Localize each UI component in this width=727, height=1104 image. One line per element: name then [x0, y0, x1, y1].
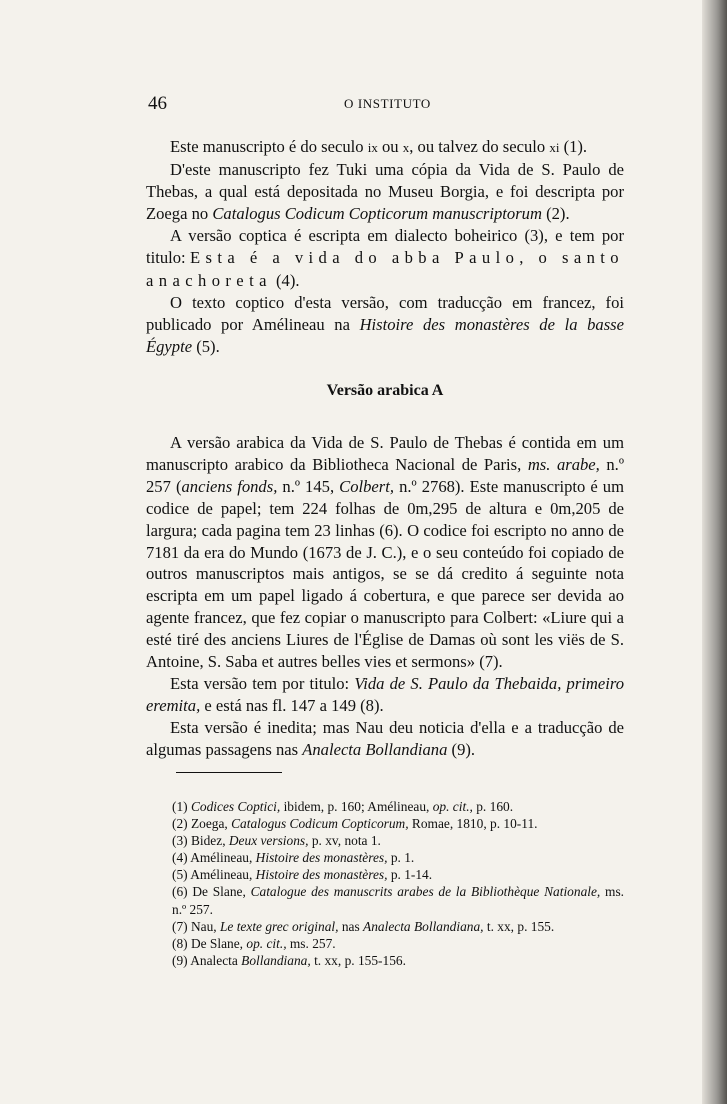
section-heading: Versão arabica A	[326, 382, 444, 399]
paragraph-manuscript: A versão arabica da Vida de S. Paulo de Thebas é contida em um manuscripto arabico da Bibliotheca Nacional de Paris, ms. arabe, n.º 257 (anciens fonds, n.º 145, Colbert, n.º 2768). Este manuscripto é um codice de papel; tem 224 folhas de 0m,295 de altura e 0m,205 de largura; cada pagina tem 23 linhas (6). O codice foi escripto no anno de 7181 da era do Mundo (1673 de J. C.), e o seu conteúdo foi copiado de outros manuscriptos mais antigos, se se dá credito á seguinte nota escripta em um papel ligado á cobertura, e que parece ser devida ao agente francez, que fez copiar o manuscripto para Colbert: «Liure qui a esté tiré des anciens Liures de l'Église de Damas où sont les viës de S. Antoine, S. Saba et autres belles vies et sermons» (7).	[146, 433, 624, 672]
page-number: 46	[148, 93, 167, 114]
paragraph-date: Este manuscripto é do seculo ix ou x, ou talvez do seculo xi (1).	[170, 137, 588, 156]
footnote-5: (5) Amélineau, Histoire des monastères, p. 1-14.	[172, 867, 433, 883]
spaced-title: Esta é a vida do abba Paulo, o santo anachoreta	[146, 248, 624, 290]
paragraph-tuki-copy: D'este manuscripto fez Tuki uma cópia da Vida de S. Paulo de Thebas, a qual está depositada no Museu Borgia, e foi descripta por Zoega no Catalogus Codicum Copticorum manuscriptorum (2).	[146, 160, 624, 224]
page-header	[148, 93, 624, 113]
footnote-7: (7) Nau, Le texte grec original, nas Analecta Bollandiana, t. xx, p. 155.	[172, 918, 555, 934]
footnote-3: (3) Bidez, Deux versions, p. xv, nota 1.	[172, 833, 381, 849]
arabic-version-text	[146, 432, 624, 761]
footnote-rule	[176, 772, 282, 773]
paragraph-title: Esta versão tem por titulo: Vida de S. Paulo da Thebaida, primeiro eremita, e está nas fl. 147 a 149 (8).	[146, 673, 624, 715]
footnote-2: (2) Zoega, Catalogus Codicum Copticorum, Romae, 1810, p. 10-11.	[172, 816, 538, 832]
paragraph-coptic-version: A versão coptica é escripta em dialecto boheirico (3), e tem por titulo: Esta é a vida do abba Paulo, o santo anachoreta (4).	[146, 226, 624, 290]
footnote-8: (8) De Slane, op. cit., ms. 257.	[172, 935, 336, 951]
footnote-6: (6) De Slane, Catalogue des manuscrits arabes de la Bibliothèque Nationale, ms. n.º 257.	[172, 884, 624, 917]
paragraph-coptic-text: O texto coptico d'esta versão, com traducção em francez, foi publicado por Amélineau na Histoire des monastères de la basse Égypte (5).	[146, 292, 624, 356]
running-title: O INSTITUTO	[344, 96, 431, 111]
footnote-4: (4) Amélineau, Histoire des monastères, p. 1.	[172, 850, 415, 866]
intro-text	[146, 136, 624, 358]
footnote-1: (1) Codices Coptici, ibidem, p. 160; Amélineau, op. cit., p. 160.	[172, 799, 514, 814]
page-edge-shadow	[702, 0, 727, 1104]
paragraph-unpublished: Esta versão é inedita; mas Nau deu noticia d'ella e a traducção de algumas passagens nas Analecta Bollandiana (9).	[146, 717, 624, 759]
footnote-9: (9) Analecta Bollandiana, t. xx, p. 155-156.	[172, 952, 406, 968]
footnotes	[172, 798, 624, 969]
